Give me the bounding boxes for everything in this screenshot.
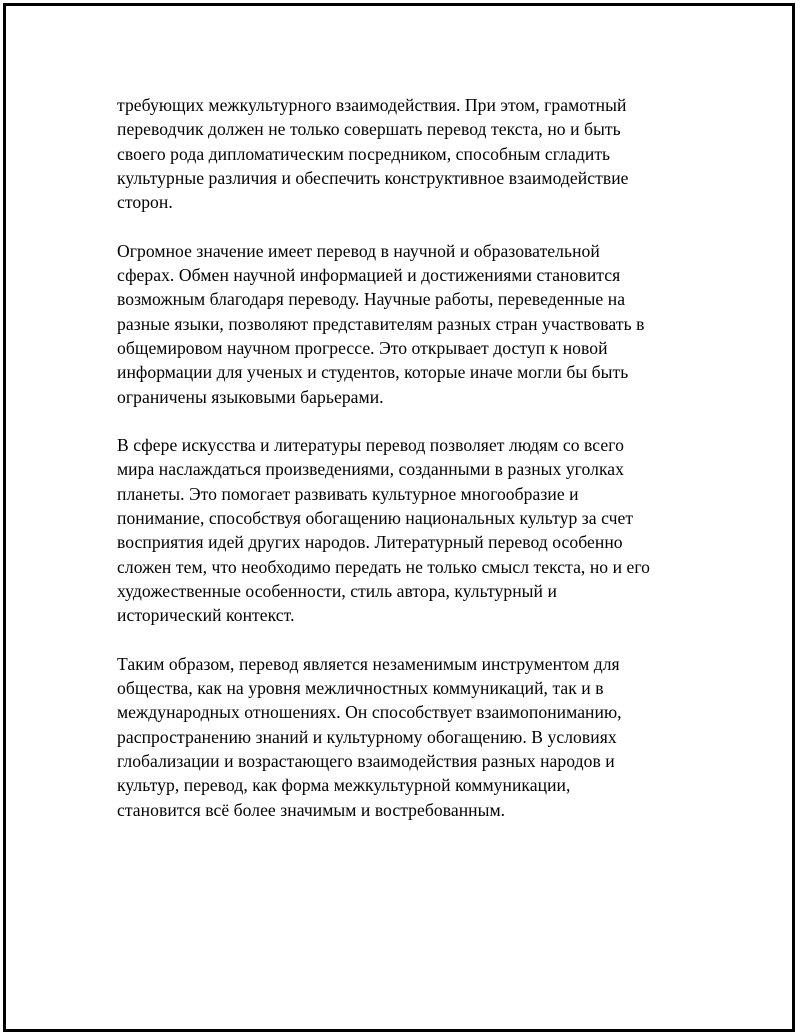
document-body	[117, 93, 697, 822]
text-line: восприятия идей других народов. Литературный перевод особенно	[117, 532, 623, 553]
text-line: информации для ученых и студентов, которые иначе могли бы быть	[117, 362, 629, 383]
text-line: распространению знаний и культурному обогащению. В условиях	[117, 726, 617, 747]
text-line: Огромное значение имеет перевод в научной и образовательной	[117, 240, 600, 261]
text-line: общемировом научном прогрессе. Это открывает доступ к новой	[117, 337, 608, 358]
text-line: мира наслаждаться произведениями, созданными в разных уголках	[117, 459, 624, 480]
text-line: художественные особенности, стиль автора, культурный и	[117, 580, 557, 601]
text-line: планеты. Это помогает развивать культурное многообразие и	[117, 483, 579, 504]
text-line: Таким образом, перевод является незаменимым инструментом для	[117, 653, 620, 674]
text-line: понимание, способствуя обогащению национальных культур за счет	[117, 508, 634, 529]
paragraph	[117, 652, 697, 822]
text-line: возможным благодаря переводу. Научные работы, переведенные на	[117, 289, 626, 310]
paragraph	[117, 433, 697, 627]
text-line: культур, перевод, как форма межкультурной коммуникации,	[117, 775, 571, 796]
text-line: исторический контекст.	[117, 605, 295, 626]
text-line: общества, как на уровня межличностных коммуникаций, так и в	[117, 678, 604, 699]
text-line: международных отношениях. Он способствует взаимопониманию,	[117, 702, 622, 723]
text-line: сферах. Обмен научной информацией и достижениями становится	[117, 265, 621, 286]
text-line: В сфере искусства и литературы перевод позволяет людям со всего	[117, 435, 624, 456]
paragraph	[117, 239, 697, 409]
text-line: разные языки, позволяют представителям разных стран участвовать в	[117, 313, 645, 334]
text-line: сторон.	[117, 192, 173, 213]
text-line: ограничены языковыми барьерами.	[117, 386, 384, 407]
text-line: своего рода дипломатическим посредником, способным сгладить	[117, 143, 611, 164]
text-line: сложен тем, что необходимо передать не только смысл текста, но и его	[117, 556, 651, 577]
text-line: переводчик должен не только совершать перевод текста, но и быть	[117, 119, 621, 140]
paragraph	[117, 93, 697, 214]
text-line: культурные различия и обеспечить конструктивное взаимодействие	[117, 167, 629, 188]
text-line: требующих межкультурного взаимодействия. При этом, грамотный	[117, 95, 627, 115]
text-line: глобализации и возрастающего взаимодействия разных народов и	[117, 751, 615, 772]
text-line: становится всё более значимым и востребованным.	[117, 799, 506, 820]
